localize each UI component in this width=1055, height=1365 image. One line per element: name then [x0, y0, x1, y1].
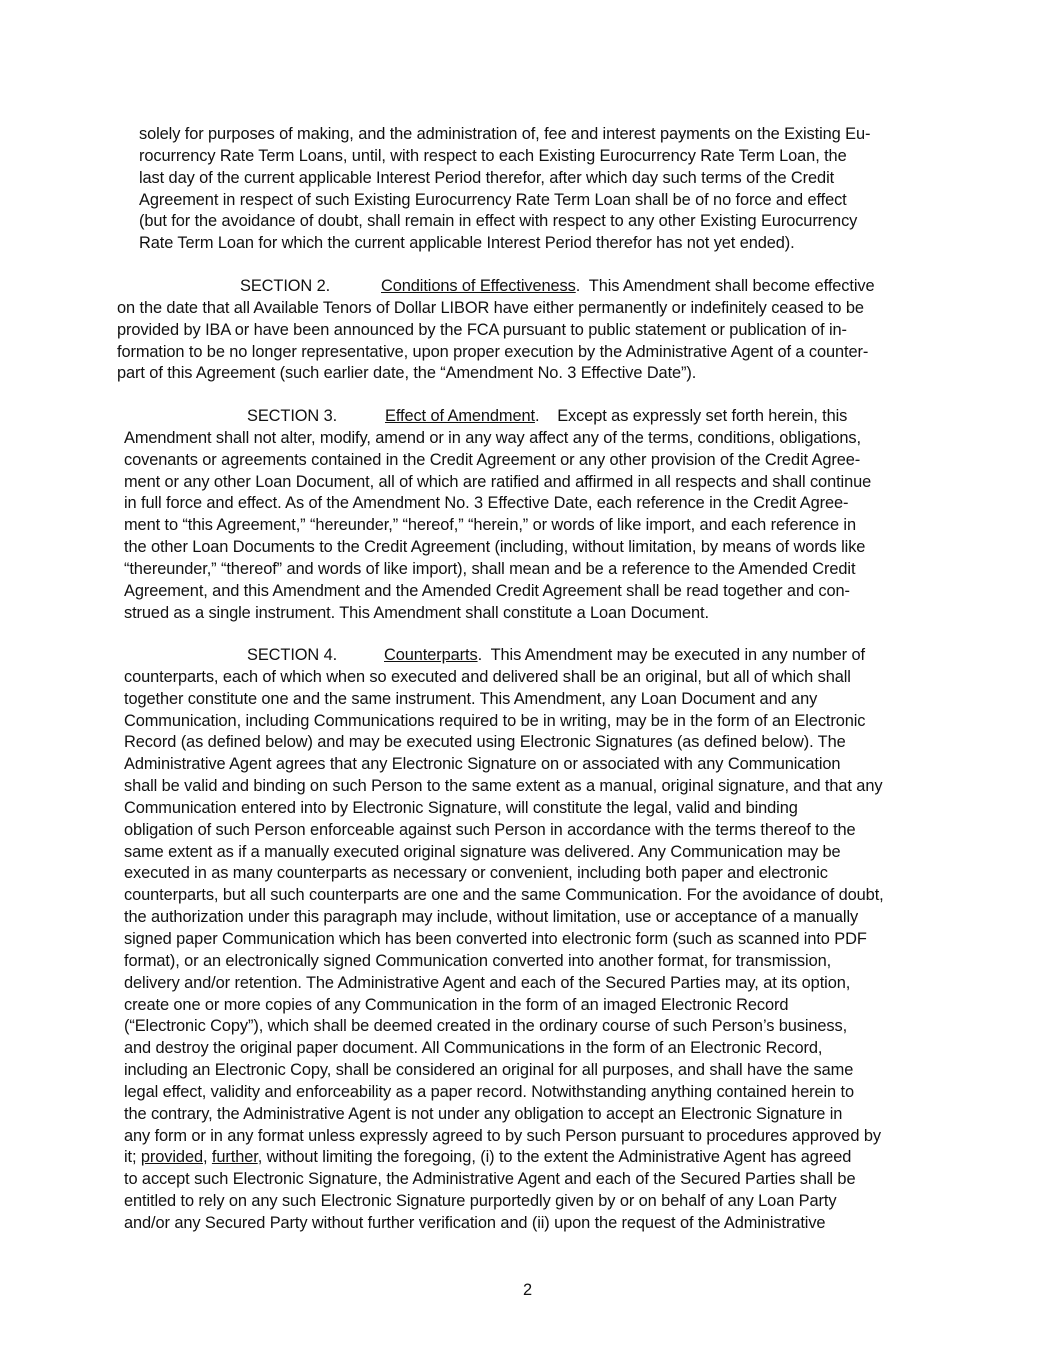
section-4 [124, 645, 884, 1235]
text-line: “thereunder,” “thereof” and words of like import), shall mean and be a reference to the Amended Credit [124, 559, 856, 578]
text-line: Agreement in respect of such Existing Eurocurrency Rate Term Loan shall be of no force and effect [139, 190, 847, 209]
text-line: signed paper Communication which has been converted into electronic form (such as scanned into PDF [124, 929, 867, 948]
text-line: counterparts, each of which when so executed and delivered shall be an original, but all of which shall [124, 667, 851, 686]
text-line: covenants or agreements contained in the Credit Agreement or any other provision of the Credit Agree- [124, 450, 861, 469]
section-title: Effect of Amendment [385, 407, 535, 425]
text-fragment: , without limiting the foregoing, (i) to the extent the Administrative Agent has agreed [257, 1148, 852, 1167]
section-title: Counterparts [384, 646, 478, 664]
section-heading-line [124, 645, 884, 667]
section-number: SECTION 3. [247, 407, 338, 425]
text-line: ment or any other Loan Document, all of which are ratified and affirmed in all respects and shall continue [124, 472, 872, 491]
provided-further-line [124, 1147, 884, 1169]
text-line: Communication entered into by Electronic Signature, will constitute the legal, valid and binding [124, 798, 798, 817]
text-line: entitled to rely on any such Electronic Signature purportedly given by or on behalf of any Loan Party [124, 1192, 837, 1211]
section-number: SECTION 2. [240, 277, 331, 295]
text-line: Administrative Agent agrees that any Electronic Signature on or associated with any Communication [124, 755, 841, 774]
text-line: to accept such Electronic Signature, the Administrative Agent and each of the Secured Parties shall be [124, 1170, 856, 1189]
text-line: and destroy the original paper document. All Communications in the form of an Electronic Record, [124, 1039, 823, 1058]
section-title: Conditions of Effectiveness [381, 277, 576, 295]
text-line: formation to be no longer representative, upon proper execution by the Administrative Agent of a counter- [117, 342, 869, 361]
text-line: last day of the current applicable Interest Period therefor, after which day such terms of the Credit [139, 168, 835, 187]
text-line: the other Loan Documents to the Credit Agreement (including, without limitation, by means of words like [124, 538, 866, 557]
text-fragment: . This Amendment shall become effective [575, 277, 875, 295]
text-line: delivery and/or retention. The Administrative Agent and each of the Secured Parties may, at its option, [124, 973, 851, 992]
further-term: further [211, 1148, 258, 1167]
section-3 [124, 406, 871, 624]
intro-paragraph [139, 124, 870, 255]
text-line: provided by IBA or have been announced by the FCA pursuant to public statement or publication of in- [117, 320, 847, 339]
text-line: in full force and effect. As of the Amendment No. 3 Effective Date, each reference in the Credit Agree- [124, 494, 849, 513]
text-line: ment to “this Agreement,” “hereunder,” “hereof,” “herein,” or words of like import, and each reference in [124, 516, 856, 535]
text-line: create one or more copies of any Communication in the form of an imaged Electronic Record [124, 995, 789, 1014]
text-line: counterparts, but all such counterparts are one and the same Communication. For the avoidance of doubt, [124, 886, 884, 905]
section-heading-line [117, 276, 875, 298]
text-line: obligation of such Person enforceable against such Person in accordance with the terms thereof to the [124, 820, 856, 839]
text-fragment: , [202, 1148, 212, 1167]
text-line: any form or in any format unless expressly agreed to by such Person pursuant to procedures approved by [124, 1126, 881, 1145]
text-line: shall be valid and binding on such Person to the same extent as a manual, original signature, and that any [124, 777, 883, 796]
text-line: Communication, including Communications required to be in writing, may be in the form of an Electronic [124, 711, 866, 730]
section-2 [117, 276, 875, 385]
text-line: the contrary, the Administrative Agent is not under any obligation to accept an Electronic Signature in [124, 1104, 843, 1123]
text-line: Amendment shall not alter, modify, amend or in any way affect any of the terms, conditions, obligations, [124, 428, 861, 447]
page-number: 2 [522, 1281, 533, 1299]
text-line: format), or an electronically signed Communication converted into another format, for transmission, [124, 951, 832, 970]
section-number: SECTION 4. [247, 646, 338, 664]
section-heading-line [124, 406, 871, 428]
text-line: Agreement, and this Amendment and the Amended Credit Agreement shall be read together and con- [124, 581, 850, 600]
text-line: (but for the avoidance of doubt, shall remain in effect with respect to any other Existing Eurocurrency [139, 212, 858, 231]
text-line: Rate Term Loan for which the current applicable Interest Period therefor has not yet ended). [139, 234, 795, 253]
text-line: Record (as defined below) and may be executed using Electronic Signatures (as defined below). The [124, 733, 846, 752]
text-line: and/or any Secured Party without further verification and (ii) upon the request of the Administrative [124, 1213, 826, 1232]
text-line: rocurrency Rate Term Loans, until, with respect to each Existing Eurocurrency Rate Term Loan, the [139, 146, 847, 165]
text-line: solely for purposes of making, and the administration of, fee and interest payments on the Existing Eu- [139, 125, 871, 143]
text-line: on the date that all Available Tenors of Dollar LIBOR have either permanently or indefinitely ceased to be [117, 298, 864, 317]
text-fragment: . This Amendment may be executed in any number of [477, 646, 865, 664]
text-line: part of this Agreement (such earlier date, the “Amendment No. 3 Effective Date”). [117, 364, 697, 383]
text-fragment: . Except as expressly set forth herein, this [534, 407, 848, 425]
text-line: strued as a single instrument. This Amendment shall constitute a Loan Document. [124, 603, 709, 622]
provided-term: provided [140, 1148, 203, 1167]
text-line: legal effect, validity and enforceability as a paper record. Notwithstanding anything contained herein to [124, 1082, 854, 1101]
text-line: the authorization under this paragraph may include, without limitation, use or acceptance of a manually [124, 908, 859, 927]
text-line: executed in as many counterparts as necessary or convenient, including both paper and electronic [124, 864, 828, 883]
text-line: together constitute one and the same instrument. This Amendment, any Loan Document and any [124, 689, 818, 708]
text-line: same extent as if a manually executed original signature was delivered. Any Communication may be [124, 842, 841, 861]
text-line: (“Electronic Copy”), which shall be deemed created in the ordinary course of such Person’s business, [124, 1017, 848, 1036]
text-line: including an Electronic Copy, shall be considered an original for all purposes, and shall have the same [124, 1061, 854, 1080]
text-fragment: it; [124, 1148, 141, 1167]
